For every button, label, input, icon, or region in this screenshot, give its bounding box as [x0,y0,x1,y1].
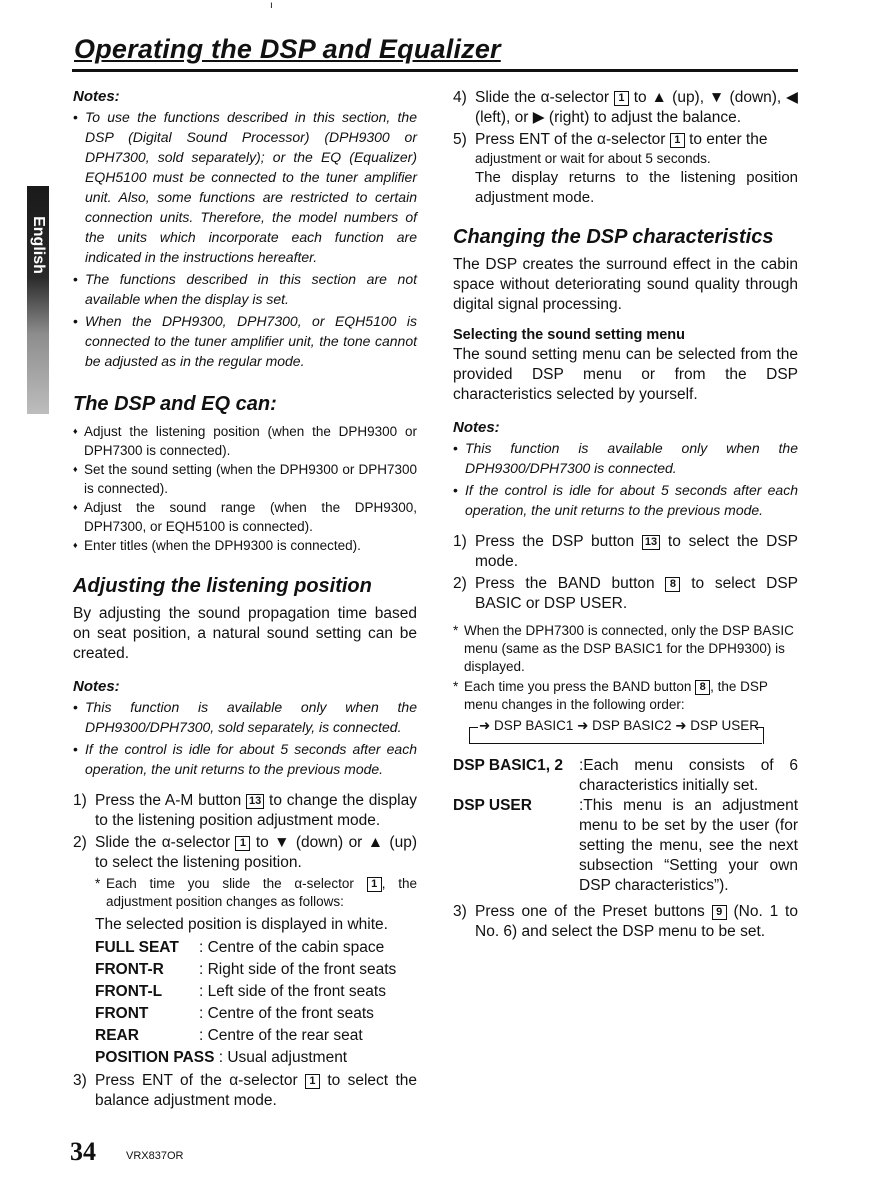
page-title: Operating the DSP and Equalizer [74,34,501,64]
adj-notes-list [73,697,417,779]
selecting-menu-heading: Selecting the sound setting menu [453,327,686,343]
button-ref: 1 [670,133,685,148]
position-row: FRONT : Centre of the front seats [95,1005,374,1022]
button-ref: 1 [235,836,250,851]
listening-intro: By adjusting the sound propagation time based on seat position, a natural sound setting can be created. [73,605,417,662]
button-ref: 8 [695,680,710,695]
balance-steps [453,88,798,208]
dsp-steps-continued [453,902,798,942]
button-ref: 13 [642,535,660,550]
position-row: REAR : Centre of the rear seat [95,1027,363,1044]
sequence-loop-bottom [469,743,762,744]
listening-steps [73,791,417,1111]
dsp-steps [453,532,798,614]
dsp-notes-heading: Notes: [453,419,500,436]
capability-item: ♦ Enter titles (when the DPH9300 is connected). [73,536,417,555]
button-ref: 9 [712,905,727,920]
capability-item: ♦ Adjust the sound range (when the DPH9300, DPH7300, or EQH5100 is connected). [73,498,417,536]
sequence-loop-right [755,727,764,744]
sequence-loop-left [469,727,478,744]
note-item: • To use the functions described in this section, the DSP (Digital Sound Processor) (DPH9300 or DPH7300, sold separately); or the EQ (Equalizer) EQH5100 must be connected to the tuner amplifier unit. Also, some functions are restricted to certain connection units. Therefore, the model numbers of the units which incorporate each function are indicated in the instructions hereafter. [73,107,417,267]
top-mark: ı [270,0,273,11]
section-heading-dsp-eq-can: The DSP and EQ can: [73,393,277,415]
note-item: • If the control is idle for about 5 seconds after each operation, the unit returns to the previous mode. [73,739,417,779]
definition-row: DSP USER :This menu is an adjustment menu to be set by the user (for setting the menu, see the next subsection “Setting your own DSP characteristics”). [453,797,798,894]
star-note: * When the DPH7300 is connected, only the DSP BASIC menu (same as the DSP BASIC1 for the DPH9300) is displayed. [453,622,798,676]
notes-heading: Notes: [73,88,120,105]
adj-notes-heading: Notes: [73,678,120,695]
right-column [453,88,798,944]
page-number: 34 [70,1137,96,1166]
language-tab-label: English [30,216,47,274]
position-row: FULL SEAT : Centre of the cabin space [95,939,385,956]
button-ref: 13 [246,794,264,809]
step-4: 4) Slide the α-selector 1 to ▲ (up), ▼ (down), ◀ (left), or ▶ (right) to adjust the balance. [453,89,798,126]
dsp-menu-sequence [467,718,767,748]
capability-item: ♦ Set the sound setting (when the DPH9300 or DPH7300 is connected). [73,460,417,498]
button-ref: 1 [305,1074,320,1089]
dsp-intro: The DSP creates the surround effect in the cabin space without deteriorating sound quality through digital signal processing. [453,256,798,313]
position-pass: POSITION PASS : Usual adjustment [95,1049,348,1066]
button-ref: 8 [665,577,680,592]
position-row: FRONT-L : Left side of the front seats [95,983,386,1000]
step-3: 3) Press one of the Preset buttons 9 (No. 1 to No. 6) and select the DSP menu to be set. [453,903,798,940]
note-item: • This function is available only when the DPH9300/DPH7300, sold separately, is connected. [73,697,417,737]
capabilities-list [73,422,417,555]
step-1: 1) Press the DSP button 13 to select the DSP mode. [453,533,799,570]
step-2: 2) Press the BAND button 8 to select DSP BASIC or DSP USER. [453,575,799,612]
sequence-text: ➜ DSP BASIC1 ➜ DSP BASIC2 ➜ DSP USER [479,718,760,733]
note-item: • If the control is idle for about 5 seconds after each operation, the unit returns to the previous mode. [453,480,798,520]
definition-row: DSP BASIC1, 2 :Each menu consists of 6 characteristics initially set. [453,757,798,794]
star-note: * Each time you slide the α-selector 1 , the adjustment position changes as follows: [95,875,417,911]
dsp-notes-list [453,438,798,520]
note-item: • The functions described in this section are not available when the display is set. [73,269,417,309]
button-ref: 1 [367,877,382,892]
dsp-menu-definitions [453,756,798,896]
step-3: 3) Press ENT of the α-selector 1 to select the balance adjustment mode. [73,1072,418,1109]
step-2: 2) Slide the α-selector 1 to ▼ (down) or ▲ (up) to select the listening position. * Each time you slide the α-selector 1 , the adjustment position changes as follows: The selected position is displayed in white. FULL SEAT : Centre of the cabin space FRONT-R : Right side of the front seats FRONT-L : Left side of the front seats FRONT : Centre of the front seats REAR : Centre of the rear seat POSITION PASS : Usual adjustment [73,833,417,1069]
left-column [73,88,417,1113]
capability-item: ♦ Adjust the listening position (when the DPH9300 or DPH7300 is connected). [73,422,417,460]
section-heading-dsp-characteristics: Changing the DSP characteristics [453,226,774,248]
language-tab [27,186,49,414]
title-rule [72,69,798,72]
step-1: 1) Press the A-M button 13 to change the display to the listening position adjustment mode. [73,792,417,829]
position-table [95,937,396,1047]
notes-list [73,107,417,371]
selecting-menu-intro: The sound setting menu can be selected from the provided DSP menu or from the DSP characteristics selected by yourself. [453,346,798,403]
step-5: 5) Press ENT of the α-selector 1 to enter the adjustment or wait for about 5 seconds. The display returns to the listening position adjustment mode. [453,131,798,206]
selected-position-text: The selected position is displayed in white. [95,916,388,933]
doc-code: VRX837OR [126,1150,184,1162]
button-ref: 1 [614,91,629,106]
position-row: FRONT-R : Right side of the front seats [95,961,397,978]
note-item: • When the DPH9300, DPH7300, or EQH5100 is connected to the tuner amplifier unit, the tone cannot be adjusted as in the regular mode. [73,311,417,371]
section-heading-listening-position: Adjusting the listening position [73,575,372,597]
note-item: • This function is available only when the DPH9300/DPH7300 is connected. [453,438,798,478]
star-note: * Each time you press the BAND button 8 , the DSP menu changes in the following order: [453,678,798,714]
